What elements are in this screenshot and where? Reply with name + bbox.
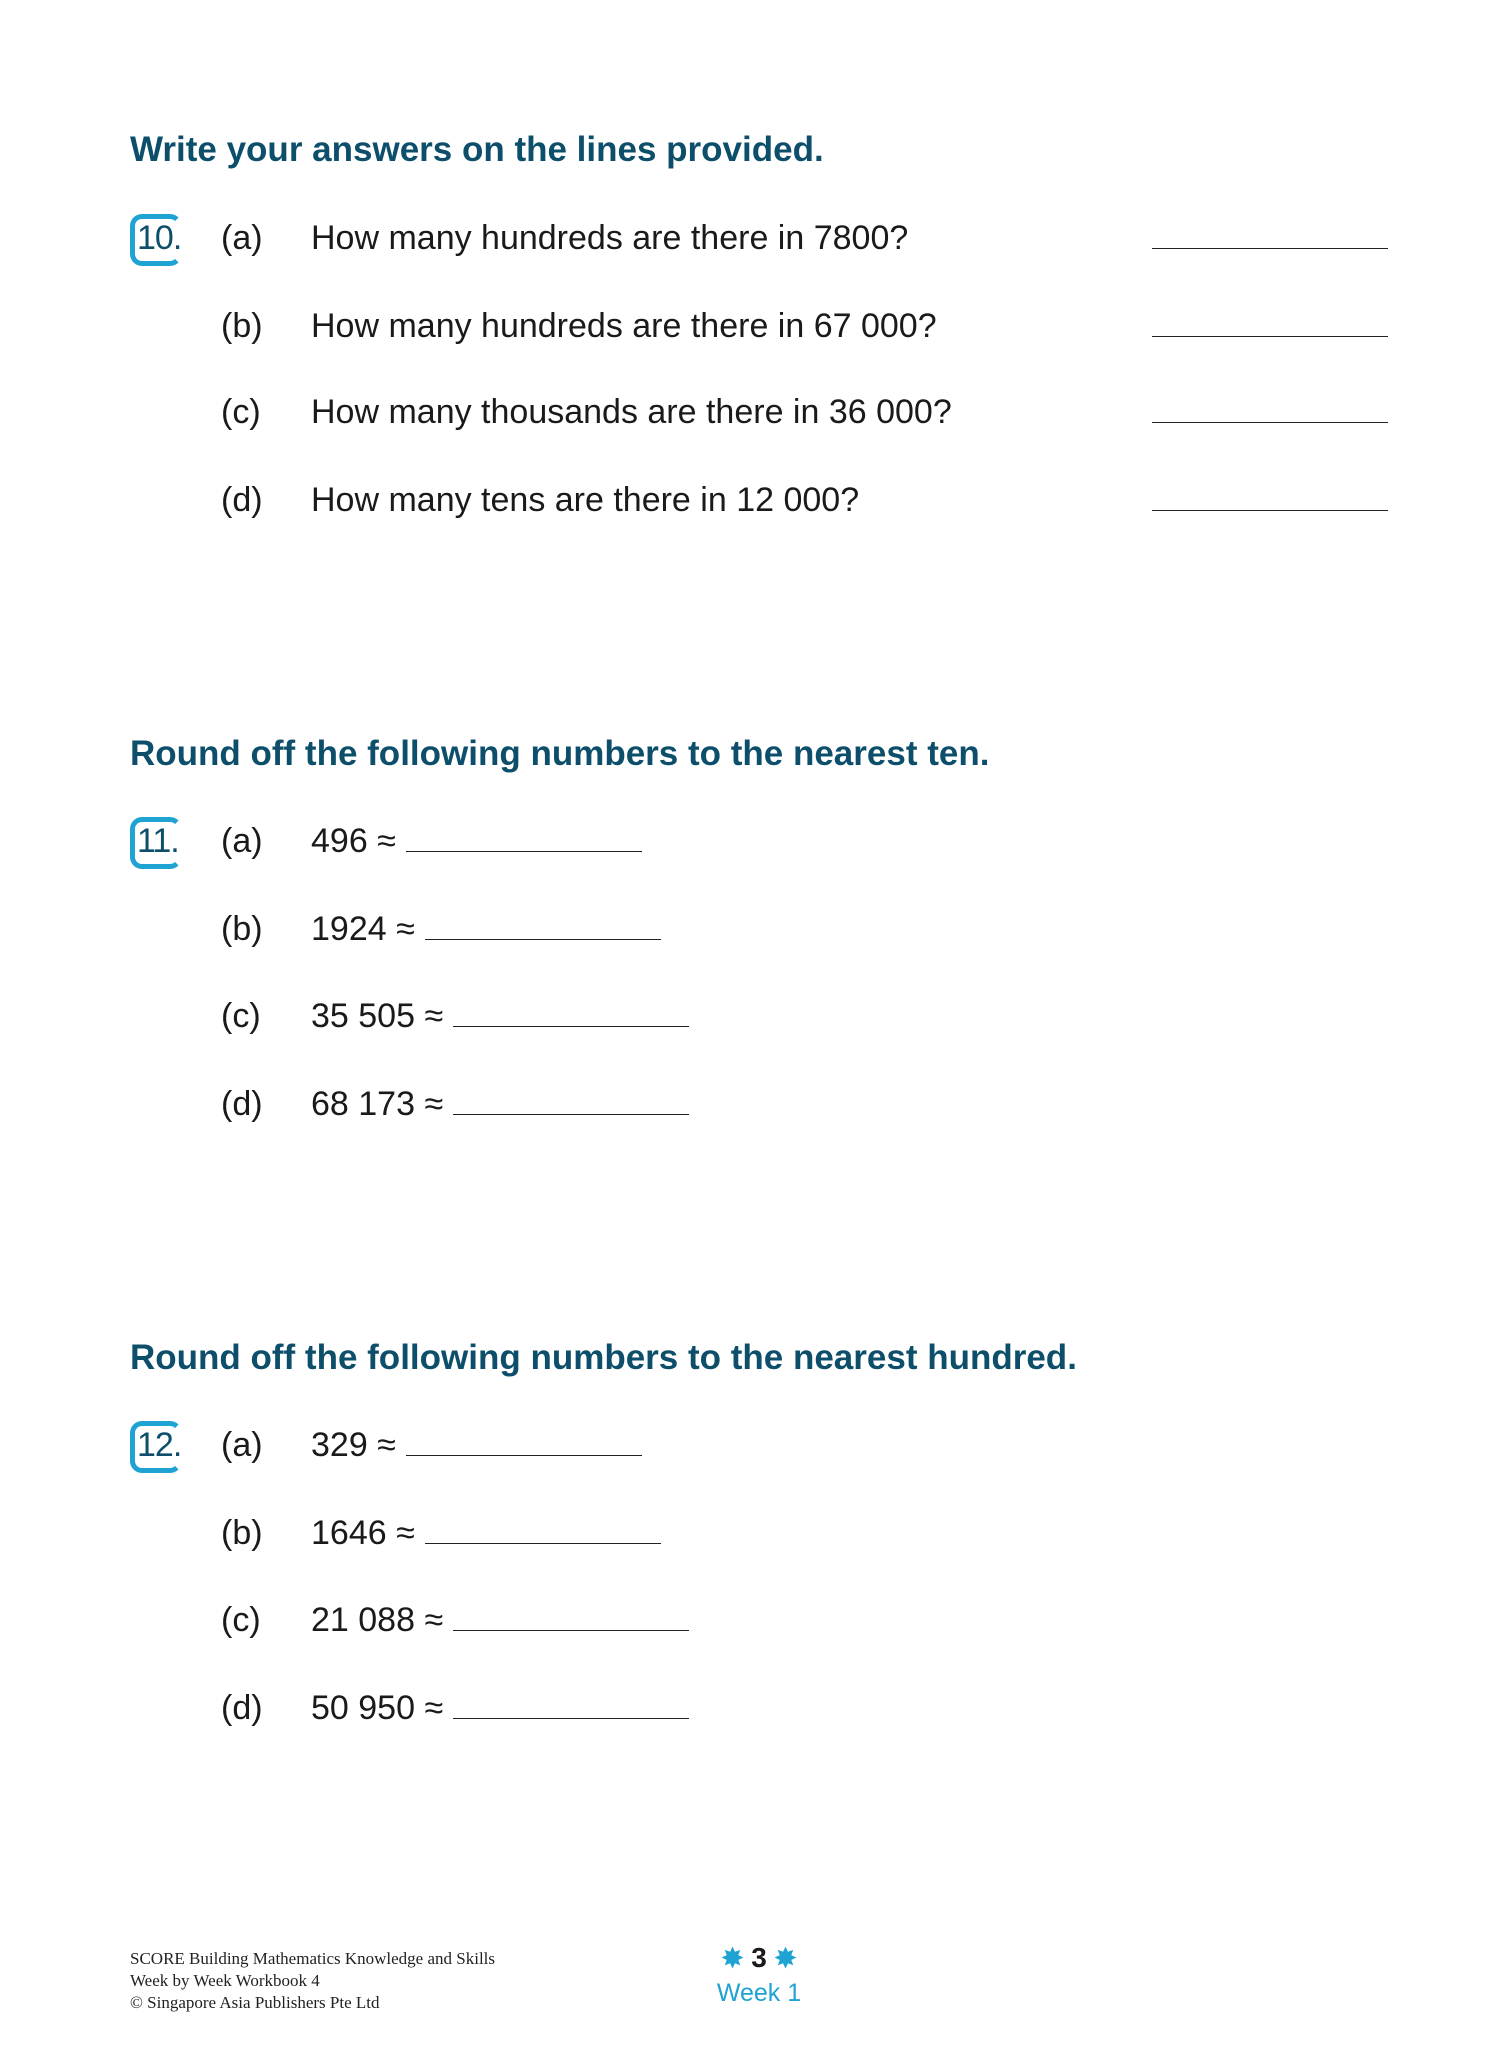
item-label: (a): [221, 219, 263, 257]
answer-line[interactable]: [425, 1543, 661, 1544]
question-number: 10.: [137, 219, 182, 257]
answer-line[interactable]: [1152, 422, 1388, 423]
item-text: How many thousands are there in 36 000?: [311, 393, 952, 431]
answer-line[interactable]: [1152, 510, 1388, 511]
item-text: 329 ≈: [311, 1426, 396, 1464]
answer-line[interactable]: [1152, 248, 1388, 249]
star-icon: ✸: [774, 1943, 797, 1973]
star-icon: ✸: [721, 1943, 744, 1973]
item-label: (b): [221, 1514, 263, 1552]
item-label: (d): [221, 1085, 263, 1123]
item-text: 50 950 ≈: [311, 1689, 444, 1727]
item-label: (d): [221, 481, 263, 519]
item-text: How many hundreds are there in 67 000?: [311, 307, 937, 345]
item-label: (d): [221, 1689, 263, 1727]
answer-line[interactable]: [425, 939, 661, 940]
answer-line[interactable]: [453, 1718, 689, 1719]
answer-line[interactable]: [406, 1455, 642, 1456]
item-text: 496 ≈: [311, 822, 396, 860]
answer-line[interactable]: [453, 1114, 689, 1115]
item-text: How many hundreds are there in 7800?: [311, 219, 909, 257]
item-text: 1924 ≈: [311, 910, 415, 948]
item-label: (a): [221, 1426, 263, 1464]
item-label: (c): [221, 997, 261, 1035]
footer-line-1: SCORE Building Mathematics Knowledge and Skills: [130, 1949, 496, 1968]
footer-line-2: Week by Week Workbook 4: [130, 1971, 320, 1990]
item-text: 21 088 ≈: [311, 1601, 444, 1639]
item-text: 1646 ≈: [311, 1514, 415, 1552]
item-text: 35 505 ≈: [311, 997, 444, 1035]
item-label: (b): [221, 307, 263, 345]
item-text: 68 173 ≈: [311, 1085, 444, 1123]
item-text: How many tens are there in 12 000?: [311, 481, 860, 519]
answer-line[interactable]: [453, 1630, 689, 1631]
question-number: 11.: [137, 822, 179, 860]
item-label: (c): [221, 1601, 261, 1639]
section-heading: Round off the following numbers to the nearest ten.: [130, 734, 990, 773]
item-label: (a): [221, 822, 263, 860]
week-label: Week 1: [716, 1979, 802, 2007]
section-heading: Round off the following numbers to the nearest hundred.: [130, 1338, 1077, 1377]
question-number: 12.: [137, 1426, 182, 1464]
item-label: (c): [221, 393, 261, 431]
answer-line[interactable]: [406, 851, 642, 852]
page-number-text: 3: [751, 1942, 767, 1973]
section-heading: Write your answers on the lines provided.: [130, 130, 824, 169]
item-label: (b): [221, 910, 263, 948]
footer-line-3: © Singapore Asia Publishers Pte Ltd: [130, 1993, 380, 2012]
answer-line[interactable]: [453, 1026, 689, 1027]
page-number: [709, 1943, 809, 1973]
answer-line[interactable]: [1152, 336, 1388, 337]
